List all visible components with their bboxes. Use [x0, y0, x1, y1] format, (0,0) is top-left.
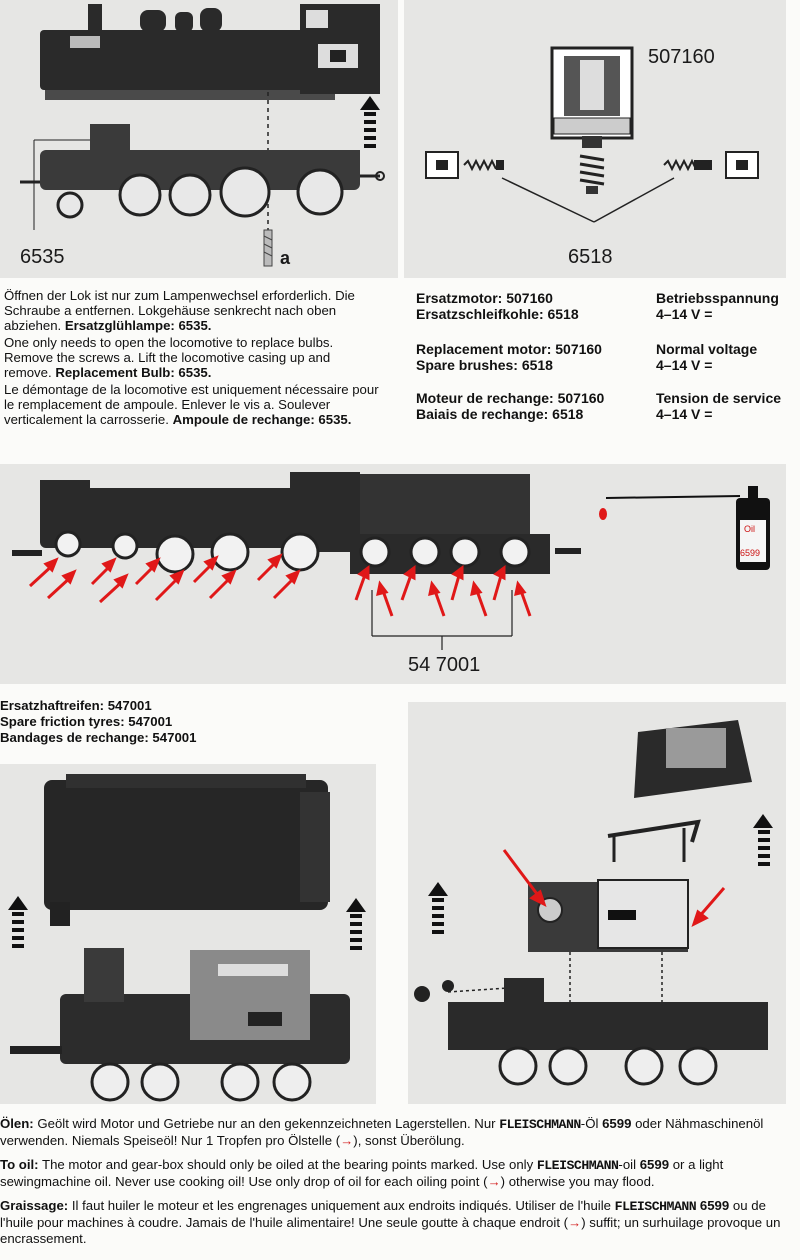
motor-part-number: 507160 — [648, 46, 715, 68]
tyres-german: Ersatzhaftreifen: 547001 — [0, 698, 152, 713]
intro-text — [4, 288, 380, 429]
oil-instructions-french: Graissage: Il faut huiler le moteur et les engrenages uniquement aux endroits indiqués. Utiliser de l'huile FLEISCHMANN 6599 ou de l'huile pour machines à coudre. Jamais de l'huile alimentaire! Une seule goutte à chaque endroit (→) suffit; un surhuilage provoque un encrassement. — [0, 1198, 781, 1246]
spec-fr-brushes: Baiais de rechange: 6518 — [416, 406, 584, 422]
spec-en-voltage-label: Normal voltage — [656, 341, 758, 357]
spec-de-motor: Ersatzmotor: 507160 — [416, 290, 553, 306]
intro-english: One only needs to open the locomotive to replace bulbs. Remove the screws a. Lift the locomotive casing up and remove. Replacement Bulb: 6535. — [4, 335, 334, 380]
spec-de-voltage-label: Betriebsspannung — [656, 290, 779, 306]
spec-fr-voltage-label: Tension de service — [656, 390, 782, 406]
spec-de-voltage: 4–14 V = — [656, 306, 713, 322]
motor-removal-illustration — [408, 702, 786, 1104]
spec-en-motor: Replacement motor: 507160 — [416, 341, 602, 357]
oil-point-arrow-icon: → — [340, 1133, 354, 1148]
spec-fr-motor: Moteur de rechange: 507160 — [416, 390, 605, 406]
oil-bottle-number: 6599 — [740, 548, 761, 558]
oil-instructions-english: To oil: The motor and gear-box should only be oiled at the bearing points marked. Use only FLEISCHMANN-oil 6599 or a light sewingmachine oil. Never use cooking oil! Use only drop of oil for each oiling point (→) otherwise you may flood. — [0, 1157, 724, 1189]
oil-point-arrow-icon: → — [568, 1215, 582, 1230]
tender-disassembly-illustration — [0, 764, 376, 1104]
oil-point-arrow-icon: → — [487, 1174, 501, 1189]
tyres-english: Spare friction tyres: 547001 — [0, 714, 173, 729]
loco-disassembly-illustration — [0, 0, 398, 278]
oil-bottle-word: Oil — [744, 524, 755, 534]
spec-fr-voltage: 4–14 V = — [656, 406, 713, 422]
tyres-french: Bandages de rechange: 547001 — [0, 730, 197, 745]
screw-label: a — [280, 248, 291, 268]
motor-illustration — [404, 0, 786, 278]
spec-en-voltage: 4–14 V = — [656, 357, 713, 373]
spec-en-brushes: Spare brushes: 6518 — [416, 357, 553, 373]
oil-instructions-german: Ölen: Geölt wird Motor und Getriebe nur an den gekennzeichneten Lagerstellen. Nur FLEISCHMANN-Öl 6599 oder Nähmaschinenöl verwenden. Niemals Speiseöl! Nur 1 Tropfen pro Ölstelle (→), sonst Überölung. — [0, 1116, 764, 1148]
tyres-text — [0, 698, 196, 746]
brushes-part-number: 6518 — [568, 246, 613, 268]
bulb-part-number: 6535 — [20, 246, 65, 268]
intro-german: Öffnen der Lok ist nur zum Lampenwechsel erforderlich. Die Schraube a entfernen. Lokgehäuse senkrecht nach oben abziehen. Ersatzglühlampe: 6535. — [4, 288, 355, 333]
spec-de-brushes: Ersatzschleifkohle: 6518 — [416, 306, 579, 322]
oiling-points-illustration — [0, 464, 786, 684]
intro-french: Le démontage de la locomotive est uniquement nécessaire pour le remplacement de ampoule. Enlever le vis a. Soulever verticalement la carrosserie. Ampoule de rechange: 6535. — [4, 382, 379, 427]
tyre-part-number: 54 7001 — [408, 654, 481, 676]
